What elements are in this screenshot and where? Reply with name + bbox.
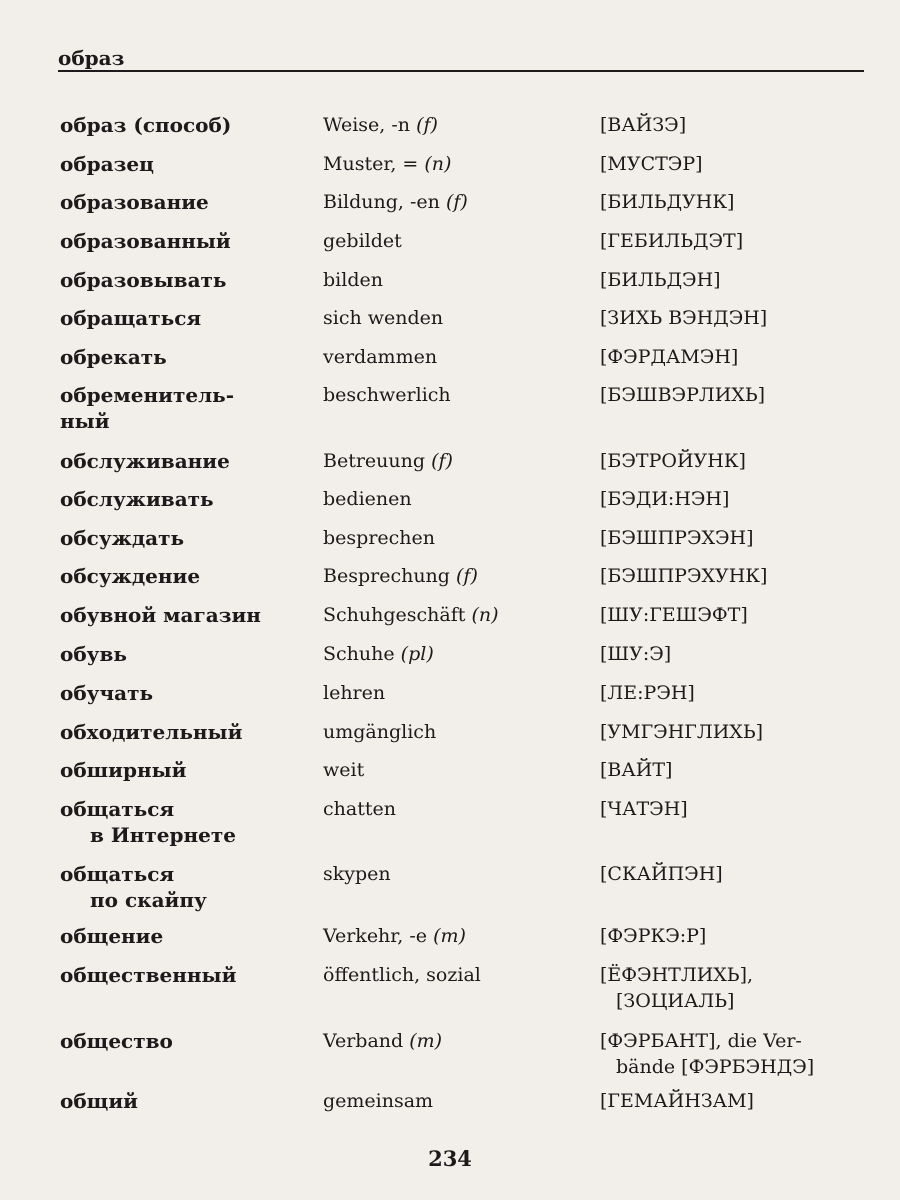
russian-headword — [60, 641, 127, 667]
german-word: verdammen — [323, 346, 438, 368]
russian-headword — [60, 112, 231, 138]
russian-headword-line: общественный — [60, 963, 237, 987]
transcription — [600, 923, 706, 949]
german-translation — [323, 641, 434, 667]
german-word: Bildung, -en — [323, 191, 440, 213]
russian-headword — [60, 962, 236, 988]
german-word: gebildet — [323, 230, 402, 252]
german-translation — [323, 962, 481, 988]
russian-headword-line: образ (способ) — [60, 113, 232, 137]
german-translation — [323, 757, 364, 783]
german-translation — [323, 344, 437, 370]
german-word: besprechen — [323, 527, 436, 549]
german-word: öffentlich, sozial — [323, 964, 481, 986]
transcription-line: [ЧАТЭН] — [600, 798, 688, 820]
russian-headword — [60, 757, 187, 783]
german-word: Weise, -n — [323, 114, 411, 136]
transcription-line: [ШУ:Э] — [600, 643, 672, 665]
russian-headword — [60, 680, 153, 706]
german-translation — [323, 189, 468, 215]
russian-headword — [60, 189, 209, 215]
transcription-line: [ФЭРДАМЭН] — [600, 346, 739, 368]
russian-headword — [60, 228, 231, 254]
transcription — [600, 796, 688, 822]
russian-headword — [60, 861, 207, 913]
german-translation — [323, 112, 438, 138]
transcription-line: [ЁФЭНТЛИХЬ], — [600, 964, 754, 986]
russian-headword-line: по скайпу — [90, 888, 207, 912]
russian-headword — [60, 382, 234, 434]
transcription-line: [УМГЭНГЛИХЬ] — [600, 721, 764, 743]
transcription — [600, 267, 721, 293]
transcription — [600, 228, 743, 254]
transcription-line: [ГЕМАЙНЗАМ] — [600, 1090, 754, 1112]
russian-headword — [60, 563, 200, 589]
russian-headword — [60, 267, 227, 293]
grammar-note: (f) — [445, 191, 468, 213]
grammar-note: (pl) — [400, 643, 434, 665]
german-word: Schuhe — [323, 643, 395, 665]
russian-headword-line: обращаться — [60, 306, 202, 330]
german-word: bilden — [323, 269, 383, 291]
grammar-note: (f) — [431, 450, 453, 472]
transcription — [600, 189, 734, 215]
transcription — [600, 861, 723, 887]
russian-headword-line: обрекать — [60, 345, 167, 369]
russian-headword-line: общий — [60, 1089, 138, 1113]
russian-headword-line: обувь — [60, 642, 127, 666]
transcription — [600, 641, 671, 667]
russian-headword-line: общение — [60, 924, 164, 948]
german-translation — [323, 448, 453, 474]
russian-headword — [60, 486, 214, 512]
transcription-line: [ГЕБИЛЬДЭТ] — [600, 230, 744, 252]
transcription-line: bände [ФЭРБЭНДЭ] — [616, 1056, 815, 1078]
transcription — [600, 719, 763, 745]
russian-headword-line: образец — [60, 152, 154, 176]
transcription — [600, 305, 767, 331]
transcription — [600, 1028, 814, 1080]
transcription — [600, 1088, 754, 1114]
russian-headword-line: образование — [60, 190, 209, 214]
russian-headword-line: общаться — [60, 797, 175, 821]
german-translation — [323, 525, 435, 551]
german-translation — [323, 267, 383, 293]
russian-headword-line: общество — [60, 1029, 173, 1053]
transcription-line: [БЭТРОЙУНК] — [600, 450, 746, 472]
german-word: Besprechung — [323, 565, 450, 587]
transcription-line: [БЭШПРЭХУНК] — [600, 565, 768, 587]
transcription-line: [БИЛЬДУНК] — [600, 191, 735, 213]
header-word: образ — [58, 46, 125, 70]
german-word: beschwerlich — [323, 384, 451, 406]
russian-headword — [60, 448, 230, 474]
transcription-line: [БИЛЬДЭН] — [600, 269, 721, 291]
russian-headword — [60, 525, 184, 551]
german-translation — [323, 486, 412, 512]
german-translation — [323, 305, 443, 331]
german-word: gemeinsam — [323, 1090, 434, 1112]
russian-headword — [60, 923, 163, 949]
german-word: Betreuung — [323, 450, 426, 472]
transcription-line: [БЭШВЭРЛИХЬ] — [600, 384, 766, 406]
russian-headword-line: обширный — [60, 758, 187, 782]
grammar-note: (f) — [416, 114, 438, 136]
transcription — [600, 757, 672, 783]
russian-headword-line: обучать — [60, 681, 154, 705]
russian-headword-line: обсуждать — [60, 526, 185, 550]
grammar-note: (m) — [409, 1030, 443, 1052]
german-word: lehren — [323, 682, 386, 704]
transcription-line: [ВАЙТ] — [600, 759, 673, 781]
german-word: Muster, = — [323, 153, 419, 175]
german-word: skypen — [323, 863, 391, 885]
transcription-line: [ЛЕ:РЭН] — [600, 682, 695, 704]
transcription — [600, 382, 765, 408]
transcription-line: [МУСТЭР] — [600, 153, 703, 175]
german-translation — [323, 923, 466, 949]
transcription-line: [СКАЙПЭН] — [600, 863, 723, 885]
transcription — [600, 962, 753, 1014]
russian-headword — [60, 344, 167, 370]
german-translation — [323, 563, 478, 589]
russian-headword — [60, 602, 261, 628]
russian-headword — [60, 1028, 173, 1054]
grammar-note: (f) — [456, 565, 478, 587]
russian-headword — [60, 719, 242, 745]
german-word: bedienen — [323, 488, 412, 510]
russian-headword — [60, 1088, 138, 1114]
german-translation — [323, 382, 451, 408]
german-word: Verband — [323, 1030, 404, 1052]
russian-headword-line: ный — [60, 409, 110, 433]
transcription-line: [ВАЙЗЭ] — [600, 114, 687, 136]
german-word: Verkehr, -e — [323, 925, 428, 947]
german-word: umgänglich — [323, 721, 437, 743]
german-word: Schuhgeschäft — [323, 604, 466, 626]
german-translation — [323, 719, 436, 745]
german-translation — [323, 1028, 442, 1054]
transcription-line: [ШУ:ГЕШЭФТ] — [600, 604, 748, 626]
transcription-line: [ЗОЦИАЛЬ] — [616, 990, 735, 1012]
transcription-line: [ФЭРКЭ:Р] — [600, 925, 707, 947]
transcription — [600, 112, 686, 138]
russian-headword-line: образованный — [60, 229, 231, 253]
transcription — [600, 680, 695, 706]
transcription — [600, 486, 729, 512]
russian-headword-line: обсуждение — [60, 564, 201, 588]
german-word: sich wenden — [323, 307, 444, 329]
russian-headword-line: образовывать — [60, 268, 227, 292]
russian-headword-line: обувной магазин — [60, 603, 261, 627]
russian-headword-line: обременитель- — [60, 383, 235, 407]
russian-headword — [60, 151, 154, 177]
transcription — [600, 602, 748, 628]
grammar-note: (n) — [424, 153, 452, 175]
transcription — [600, 525, 754, 551]
german-translation — [323, 602, 499, 628]
transcription-line: [ЗИХЬ ВЭНДЭН] — [600, 307, 768, 329]
german-translation — [323, 680, 385, 706]
transcription — [600, 344, 738, 370]
transcription-line: [БЭДИ:НЭН] — [600, 488, 730, 510]
german-translation — [323, 1088, 433, 1114]
german-translation — [323, 796, 396, 822]
transcription-line: [БЭШПРЭХЭН] — [600, 527, 754, 549]
russian-headword-line: обслуживать — [60, 487, 214, 511]
russian-headword — [60, 305, 201, 331]
transcription-line: [ФЭРБАНТ], die Ver- — [600, 1030, 802, 1052]
german-translation — [323, 228, 402, 254]
transcription — [600, 563, 767, 589]
german-word: chatten — [323, 798, 396, 820]
grammar-note: (n) — [471, 604, 499, 626]
russian-headword-line: в Интернете — [90, 823, 236, 847]
russian-headword-line: обходительный — [60, 720, 243, 744]
transcription — [600, 151, 703, 177]
german-translation — [323, 151, 451, 177]
russian-headword — [60, 796, 236, 848]
transcription — [600, 448, 746, 474]
german-word: weit — [323, 759, 365, 781]
grammar-note: (m) — [433, 925, 466, 947]
page-number: 234 — [428, 1146, 472, 1171]
german-translation — [323, 861, 391, 887]
russian-headword-line: общаться — [60, 862, 175, 886]
russian-headword-line: обслуживание — [60, 449, 230, 473]
